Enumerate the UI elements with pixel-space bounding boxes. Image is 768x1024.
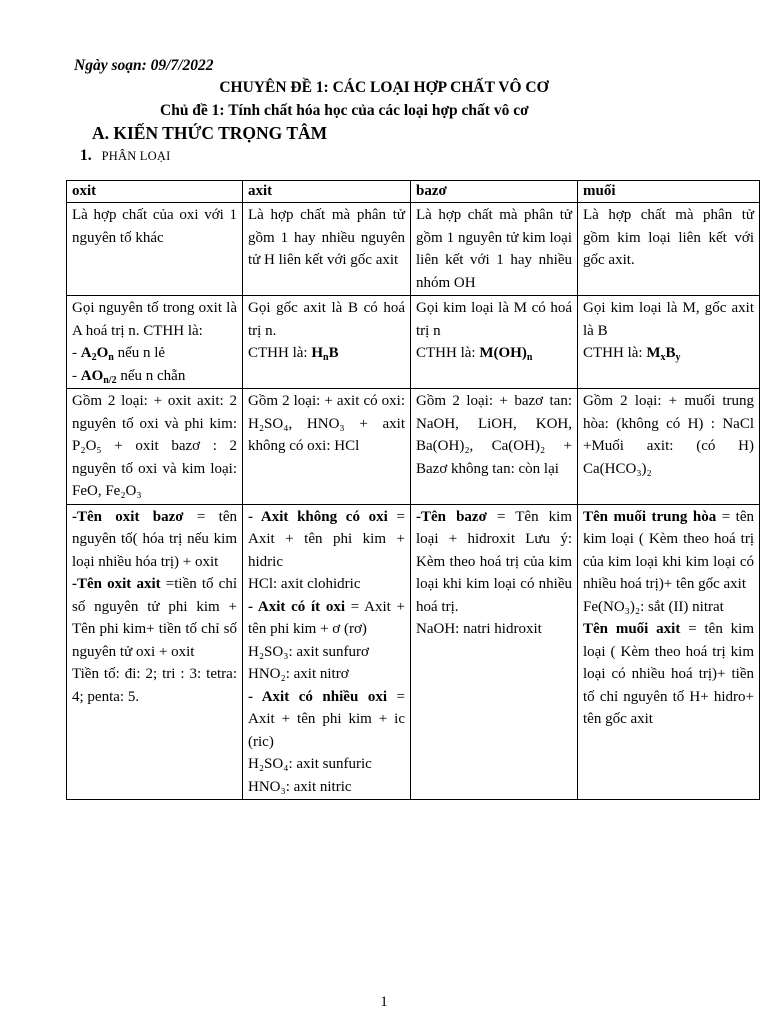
formula-muoi-intro: Gọi kim loại là M, gốc axit là B — [583, 300, 754, 339]
prepared-date: Ngày soạn: 09/7/2022 — [74, 57, 214, 74]
types-muoi: Gồm 2 loại: + muối trung hòa: (không có H) : NaCl +Muối axit: (có H) Ca(HCO₃)₂ — [578, 389, 760, 505]
item-heading — [80, 147, 170, 165]
section-heading: A. KIẾN THỨC TRỌNG TÂM — [92, 123, 328, 143]
formula-row — [67, 296, 760, 389]
types-axit: Gồm 2 loại: + axit có oxi: H₂SO₄, HNO₃ + axit không có oxi: HCl — [243, 389, 411, 505]
topic-title: Chủ đề 1: Tính chất hóa học của các loại hợp chất vô cơ — [160, 102, 529, 119]
header-oxit: oxit — [67, 181, 243, 203]
classification-table — [66, 180, 760, 800]
naming-axit-example-hno2: HNO₂: axit nitrơ — [248, 666, 349, 682]
formula-oxit-intro: Gọi nguyên tố trong oxit là A hoá trị n. CTHH là: — [72, 300, 237, 339]
formula-axit — [243, 296, 411, 389]
definition-row — [67, 203, 760, 296]
naming-axit-little-oxi: - Axit có ít oxi = Axit + tên phi kim + ơ (rơ) — [248, 598, 405, 637]
naming-muoi-example: Fe(NO₃)₂: sắt (II) nitrat — [583, 598, 724, 615]
naming-bazo — [411, 504, 578, 800]
header-muoi: muối — [578, 181, 760, 203]
formula-bazo-cthh: CTHH là: $M(OH)_n$ — [416, 345, 533, 363]
table-header-row — [67, 181, 760, 203]
naming-axit-example-h2so4: H₂SO₄: axit sunfuric — [248, 756, 372, 772]
def-oxit: Là hợp chất của oxi với 1 nguyên tố khác — [67, 203, 243, 296]
naming-muoi — [578, 504, 760, 800]
formula-oxit-odd: - $A_2O_n$ nếu n lẻ — [72, 345, 166, 363]
def-muoi: Là hợp chất mà phân tử gồm kim loại liên kết với gốc axit. — [578, 203, 760, 296]
naming-muoi-trung-hoa: Tên muối trung hòa = tên kim loại ( Kèm theo hoá trị của kim loại khi kim loại có nhiều hoá trị)+ tên gốc axit — [583, 508, 754, 592]
naming-axit-example-h2so3: H₂SO₃: axit sunfurơ — [248, 643, 369, 660]
formula-muoi-cthh: CTHH là: $M_xB_y$ — [583, 345, 681, 363]
naming-bazo-rule: -Tên bazơ = Tên kim loại + hidroxit Lưu ý: Kèm theo hoá trị của kim loại khi kim loại có nhiều hoá trị. — [416, 508, 573, 615]
naming-oxit-bazo: -Tên oxit bazơ = tên nguyên tố( hóa trị nếu kim loại nhiều hóa trị) + oxit — [72, 508, 237, 570]
naming-oxit — [67, 504, 243, 800]
def-axit: Là hợp chất mà phân tử gồm 1 hay nhiều nguyên tử H liên kết với gốc axit — [243, 203, 411, 296]
naming-axit-no-oxi: - Axit không có oxi = Axit + tên phi kim + hidric — [248, 508, 405, 570]
formula-axit-intro: Gọi gốc axit là B có hoá trị n. — [248, 300, 405, 339]
formula-oxit — [67, 296, 243, 389]
types-bazo: Gồm 2 loại: + bazơ tan: NaOH, LiOH, KOH, Ba(OH)₂, Ca(OH)₂ + Bazơ không tan: còn lại — [411, 389, 578, 505]
formula-bazo — [411, 296, 578, 389]
header-bazo: bazơ — [411, 181, 578, 203]
formula-axit-cthh: CTHH là: $H_nB$ — [248, 345, 339, 363]
naming-bazo-example: NaOH: natri hidroxit — [416, 621, 542, 637]
chapter-title: CHUYÊN ĐỀ 1: CÁC LOẠI HỢP CHẤT VÔ CƠ — [219, 79, 549, 96]
naming-row — [67, 504, 760, 800]
types-oxit: Gồm 2 loại: + oxit axit: 2 nguyên tố oxi và phi kim: P₂O₅ + oxit bazơ : 2 nguyên tố oxi và kim loại: FeO, Fe₂O₃ — [67, 389, 243, 505]
item-title: PHÂN LOẠI — [101, 149, 171, 163]
formula-oxit-even: - $AO_{n/2}$ nếu n chẵn — [72, 367, 186, 386]
naming-axit — [243, 504, 411, 800]
formula-bazo-intro: Gọi kim loại là M có hoá trị n — [416, 300, 572, 339]
formula-muoi — [578, 296, 760, 389]
page-number: 1 — [380, 994, 388, 1010]
naming-oxit-axit: -Tên oxit axit =tiền tố chỉ số nguyên tử phi kim + Tên phi kim+ tiền tố chỉ số nguyên tử oxi + oxit — [72, 576, 238, 660]
def-bazo: Là hợp chất mà phân tử gồm 1 nguyên tử kim loại liên kết với 1 hay nhiều nhóm OH — [411, 203, 578, 296]
item-number: 1. — [80, 147, 92, 164]
naming-muoi-axit: Tên muối axit = tên kim loại ( Kèm theo hoá trị kim loại có nhiều hoá trị)+ tiền tố chỉ nguyên tố H+ hidro+ tên gốc axit — [583, 621, 754, 727]
naming-axit-example-hno3: HNO₃: axit nitric — [248, 778, 352, 795]
header-axit: axit — [243, 181, 411, 203]
naming-axit-example-hcl: HCl: axit clohidric — [248, 576, 361, 592]
naming-oxit-prefix: Tiền tố: đi: 2; tri : 3: tetra: 4; penta: 5. — [72, 666, 237, 705]
types-row — [67, 389, 760, 505]
naming-axit-many-oxi: - Axit có nhiều oxi = Axit + tên phi kim + ic (ric) — [248, 688, 405, 750]
